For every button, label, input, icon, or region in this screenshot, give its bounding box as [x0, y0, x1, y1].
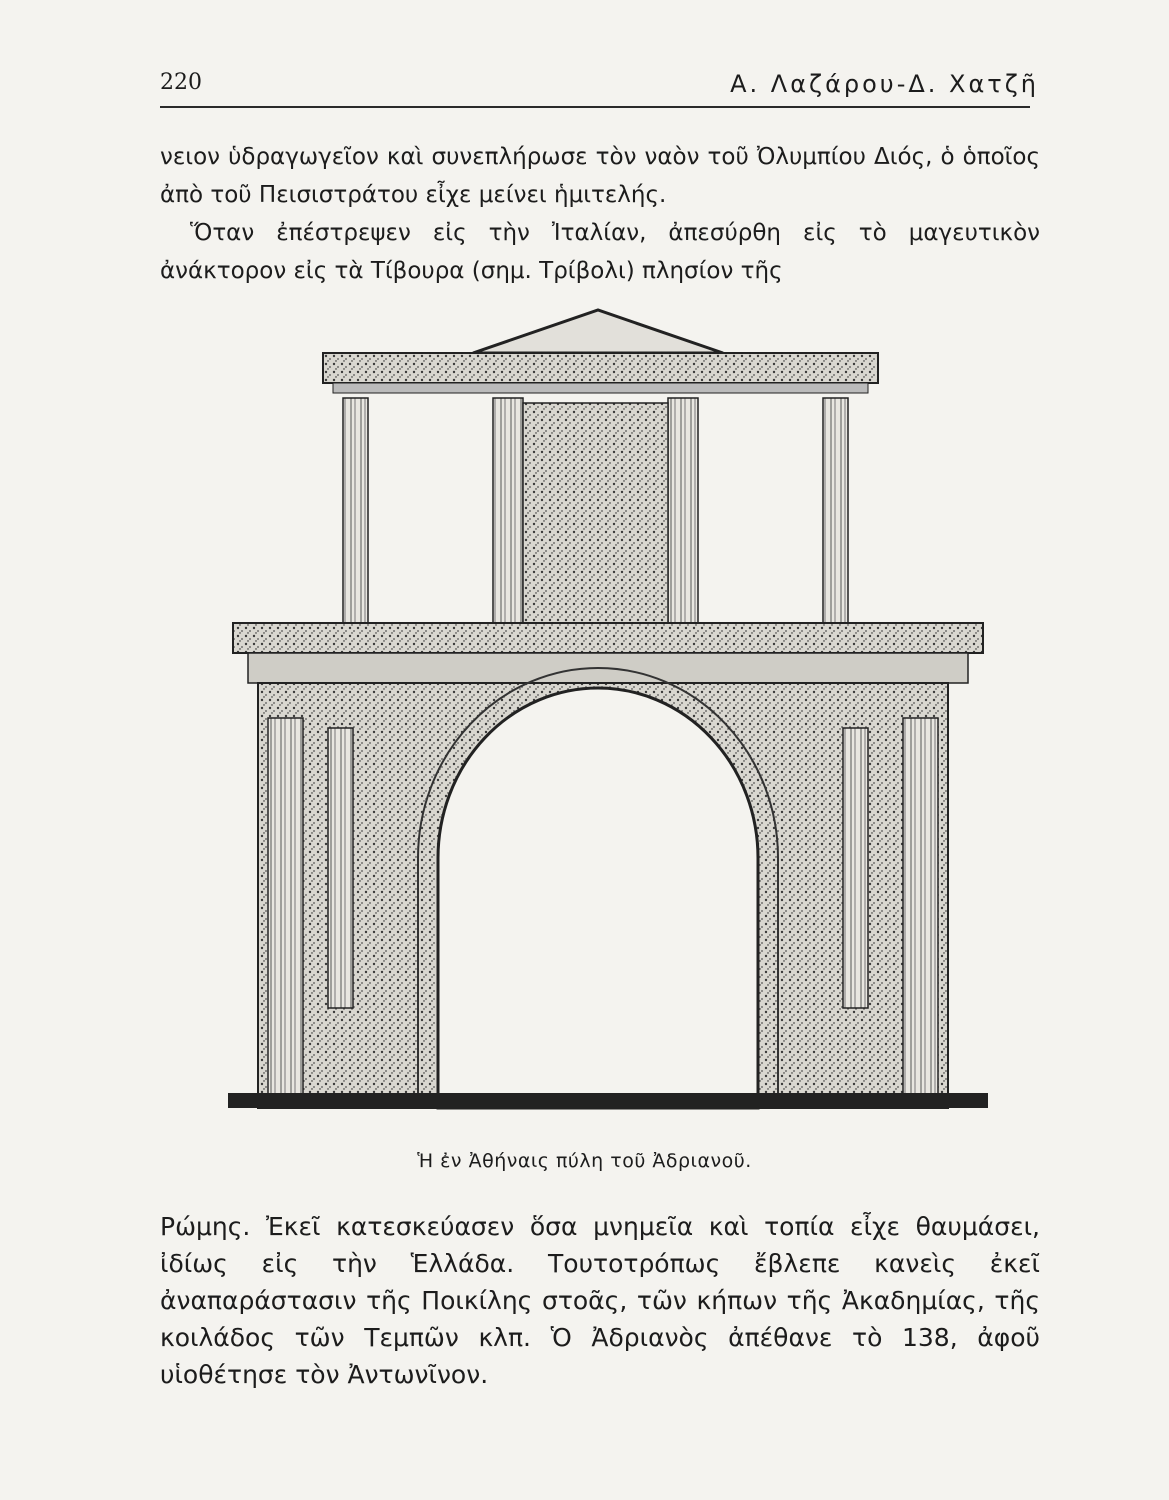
upper-column	[493, 398, 523, 623]
arch-opening	[438, 688, 758, 1108]
base	[228, 1093, 988, 1108]
pediment	[473, 310, 723, 353]
paragraph: νειον ὑδραγωγεῖον καὶ συνεπλήρωσε τὸν ναὸν τοῦ Ὀλυμπίου Διός, ὁ ὁποῖος ἀπὸ τοῦ Πεισιστράτου εἶχε μείνει ἡμιτελής.	[160, 144, 1040, 208]
upper-column	[823, 398, 848, 623]
body-text-top	[160, 138, 1040, 290]
header-rule	[160, 106, 1030, 108]
lower-column	[268, 718, 303, 1098]
lower-column	[843, 728, 868, 1008]
upper-column	[668, 398, 698, 623]
page-number: 220	[160, 70, 202, 95]
paragraph: Ὅταν ἐπέστρεψεν εἰς τὴν Ἰταλίαν, ἀπεσύρθη εἰς τὸ μαγευτικὸν ἀνάκτορον εἰς τὰ Τίβουρα (σημ. Τρίβολι) πλησίον τῆς	[160, 220, 1040, 284]
upper-column	[343, 398, 368, 623]
paragraph: Ρώμης. Ἐκεῖ κατεσκεύασεν ὅσα μνημεῖα καὶ τοπία εἶχε θαυμάσει, ἰδίως εἰς τὴν Ἑλλάδα. Τουτοτρόπως ἔβλεπε κανεὶς ἐκεῖ ἀναπαράστασιν τῆς Ποικίλης στοᾶς, τῶν κήπων τῆς Ἀκαδημίας, τῆς κοιλάδος τῶν Τεμπῶν κλπ. Ὁ Ἀδριανὸς ἀπέθανε τὸ 138, ἀφοῦ υἱοθέτησε τὸν Ἀντωνῖνον.	[160, 1212, 1040, 1389]
lower-column	[328, 728, 353, 1008]
running-head: Α. Λαζάρου-Δ. Χατζῆ	[730, 70, 1039, 98]
main-entablature	[233, 623, 983, 653]
upper-panel	[523, 403, 668, 623]
hadrian-gate-illustration	[228, 298, 988, 1113]
lower-column	[903, 718, 938, 1098]
body-text-bottom	[160, 1208, 1040, 1393]
figure-caption: Ἡ ἐν Ἀθήναις πύλη τοῦ Ἀδριανοῦ.	[417, 1150, 752, 1172]
upper-cornice	[323, 353, 878, 383]
